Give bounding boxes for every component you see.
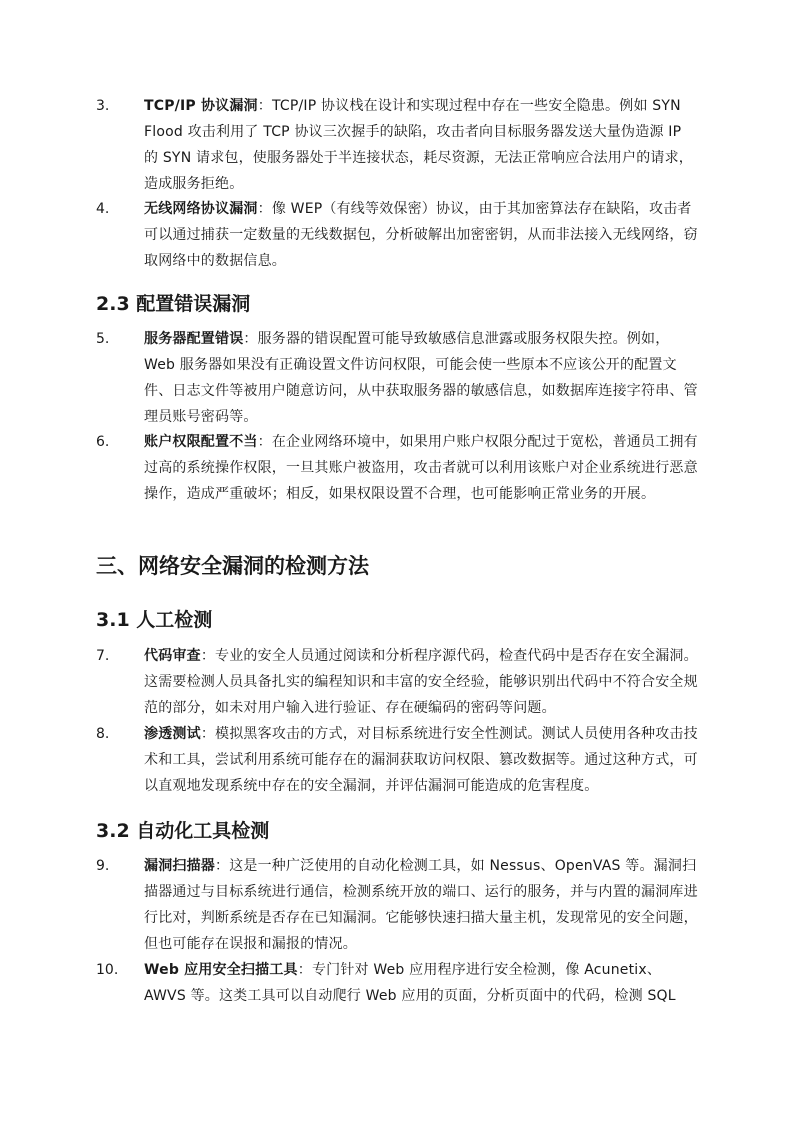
item-separator: ： xyxy=(200,648,216,664)
section-heading: 2.3 配置错误漏洞 xyxy=(96,293,251,315)
item-description: 专门针对 Web 应用程序进行安全检测，像 Acunetix、AWVS 等。这类工具可以自动爬行 Web 应用的页面，分析页面中的代码，检测 SQL xyxy=(144,962,676,1004)
item-number: 6. xyxy=(96,434,110,450)
item-description: 专业的安全人员通过阅读和分析程序源代码，检查代码中是否存在安全漏洞。这需要检测人员具备扎实的编程知识和丰富的安全经验，能够识别出代码中不符合安全规范的部分，如未对用户输入进行验证、存在硬编码的密码等问题。 xyxy=(144,648,698,716)
item-description: TCP/IP 协议栈在设计和实现过程中存在一些安全隐患。例如 SYN Flood 攻击利用了 TCP 协议三次握手的缺陷，攻击者向目标服务器发送大量伪造源 IP 的 SYN 请求包，使服务器处于半连接状态，耗尽资源，无法正常响应合法用户的请求，造成服务拒绝。 xyxy=(144,98,694,192)
item-number: 5. xyxy=(96,331,110,347)
item-number: 4. xyxy=(96,201,110,217)
item-description: 模拟黑客攻击的方式，对目标系统进行安全性测试。测试人员使用各种攻击技术和工具，尝试利用系统可能存在的漏洞获取访问权限、篡改数据等。通过这种方式，可以直观地发现系统中存在的安全漏洞，并评估漏洞可能造成的危害程度。 xyxy=(144,726,698,794)
item-text xyxy=(144,93,698,197)
item-separator: ： xyxy=(257,434,272,450)
item-description: 服务器的错误配置可能导致敏感信息泄露或服务权限失控。例如，Web 服务器如果没有正确设置文件访问权限，可能会使一些原本不应该公开的配置文件、日志文件等被用户随意访问，从中获取服务器的敏感信息，如数据库连接字符串、管理员账号密码等。 xyxy=(144,331,698,425)
item-separator: ： xyxy=(257,98,272,114)
item-term: 账户权限配置不当 xyxy=(144,434,258,450)
chapter-heading: 三、网络安全漏洞的检测方法 xyxy=(96,554,369,578)
item-separator: ： xyxy=(215,858,230,874)
item-number: 10. xyxy=(96,962,119,978)
item-description: 在企业网络环境中，如果用户账户权限分配过于宽松，普通员工拥有过高的系统操作权限，一旦其账户被盗用，攻击者就可以利用该账户对企业系统进行恶意操作，造成严重破坏；相反，如果权限设置不合理，也可能影响正常业务的开展。 xyxy=(144,434,698,502)
item-number: 9. xyxy=(96,858,110,874)
item-term: 服务器配置错误 xyxy=(144,331,244,347)
item-term: 代码审查 xyxy=(144,648,201,664)
item-description: 像 WEP（有线等效保密）协议，由于其加密算法存在缺陷，攻击者可以通过捕获一定数量的无线数据包，分析破解出加密密钥，从而非法接入无线网络，窃取网络中的数据信息。 xyxy=(144,201,698,269)
item-text xyxy=(144,196,698,274)
item-term: Web 应用安全扫描工具 xyxy=(144,962,298,978)
item-description: 这是一种广泛使用的自动化检测工具，如 Nessus、OpenVAS 等。漏洞扫描器通过与目标系统进行通信，检测系统开放的端口、运行的服务，并与内置的漏洞库进行比对，判断系统是否存在已知漏洞。它能够快速扫描大量主机，发现常见的安全问题，但也可能存在误报和漏报的情况。 xyxy=(144,858,698,952)
item-number: 3. xyxy=(96,98,110,114)
item-separator: ： xyxy=(297,962,312,978)
section-heading: 3.2 自动化工具检测 xyxy=(96,820,270,842)
item-text xyxy=(144,643,698,721)
item-number: 8. xyxy=(96,726,110,742)
item-term: 漏洞扫描器 xyxy=(144,858,215,874)
item-separator: ： xyxy=(200,726,216,742)
item-term: TCP/IP 协议漏洞 xyxy=(144,98,258,114)
item-text xyxy=(144,853,698,957)
item-separator: ： xyxy=(243,331,258,347)
item-text xyxy=(144,429,698,507)
item-term: 渗透测试 xyxy=(144,726,201,742)
item-separator: ： xyxy=(257,201,272,217)
item-text xyxy=(144,721,698,799)
item-text xyxy=(144,957,698,1009)
section-heading: 3.1 人工检测 xyxy=(96,609,213,631)
item-number: 7. xyxy=(96,648,110,664)
item-term: 无线网络协议漏洞 xyxy=(144,201,258,217)
item-text xyxy=(144,326,698,430)
